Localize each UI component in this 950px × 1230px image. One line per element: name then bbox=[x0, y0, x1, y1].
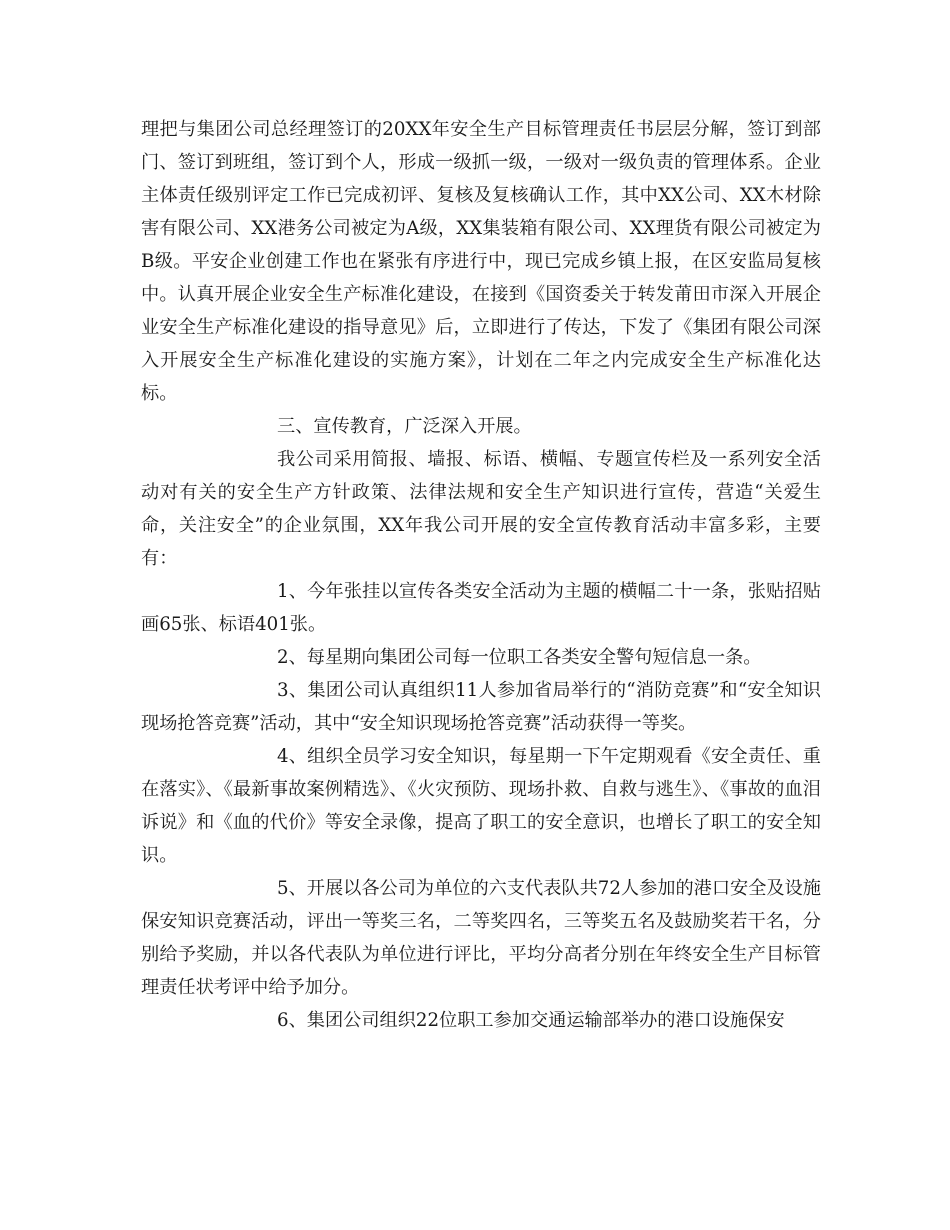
paragraph-publicity-intro: 我公司采用简报、墙报、标语、横幅、专题宣传栏及一系列安全活动对有关的安全生产方针政策、法律法规和安全生产知识进行宣传，营造“关爱生命，关注安全”的企业氛围，XX年我公司开展的安全宣传教育活动丰富多彩，主要有： bbox=[141, 449, 821, 569]
list-item-6: 6、集团公司组织22位职工参加交通运输部举办的港口设施保安 bbox=[277, 1010, 785, 1031]
list-item-3: 3、集团公司认真组织11人参加省局举行的“消防竞赛”和“安全知识现场抢答竞赛”活动，其中“安全知识现场抢答竞赛”活动获得一等奖。 bbox=[141, 680, 821, 734]
list-item-5: 5、开展以各公司为单位的六支代表队共72人参加的港口安全及设施保安知识竞赛活动，评出一等奖三名，二等奖四名，三等奖五名及鼓励奖若干名，分别给予奖励，并以各代表队为单位进行评比，平均分高者分别在年终安全生产目标管理责任状考评中给予加分。 bbox=[141, 878, 821, 998]
list-item-2: 2、每星期向集团公司每一位职工各类安全警句短信息一条。 bbox=[277, 647, 762, 668]
section-heading-publicity: 三、宣传教育，广泛深入开展。 bbox=[277, 416, 532, 437]
paragraph-continuation: 理把与集团公司总经理签订的20XX年安全生产目标管理责任书层层分解，签订到部门、签订到班组，签订到个人，形成一级抓一级，一级对一级负责的管理体系。企业主体责任级别评定工作已完成初评、复核及复核确认工作，其中XX公司、XX木材除害有限公司、XX港务公司被定为A级，XX集装箱有限公司、XX理货有限公司被定为B级。平安企业创建工作也在紧张有序进行中，现已完成乡镇上报，在区安监局复核中。认真开展企业安全生产标准化建设，在接到《国资委关于转发莆田市深入开展企业安全生产标准化建设的指导意见》后，立即进行了传达，下发了《集团有限公司深入开展安全生产标准化建设的实施方案》，计划在二年之内完成安全生产标准化达标。 bbox=[141, 119, 821, 404]
list-item-1: 1、今年张挂以宣传各类安全活动为主题的横幅二十一条，张贴招贴画65张、标语401张。 bbox=[141, 581, 821, 635]
list-item-4: 4、组织全员学习安全知识，每星期一下午定期观看《安全责任、重在落实》、《最新事故案例精选》、《火灾预防、现场扑救、自救与逃生》、《事故的血泪诉说》和《血的代价》等安全录像，提高了职工的安全意识，也增长了职工的安全知识。 bbox=[141, 746, 821, 866]
document-body bbox=[141, 113, 821, 1037]
